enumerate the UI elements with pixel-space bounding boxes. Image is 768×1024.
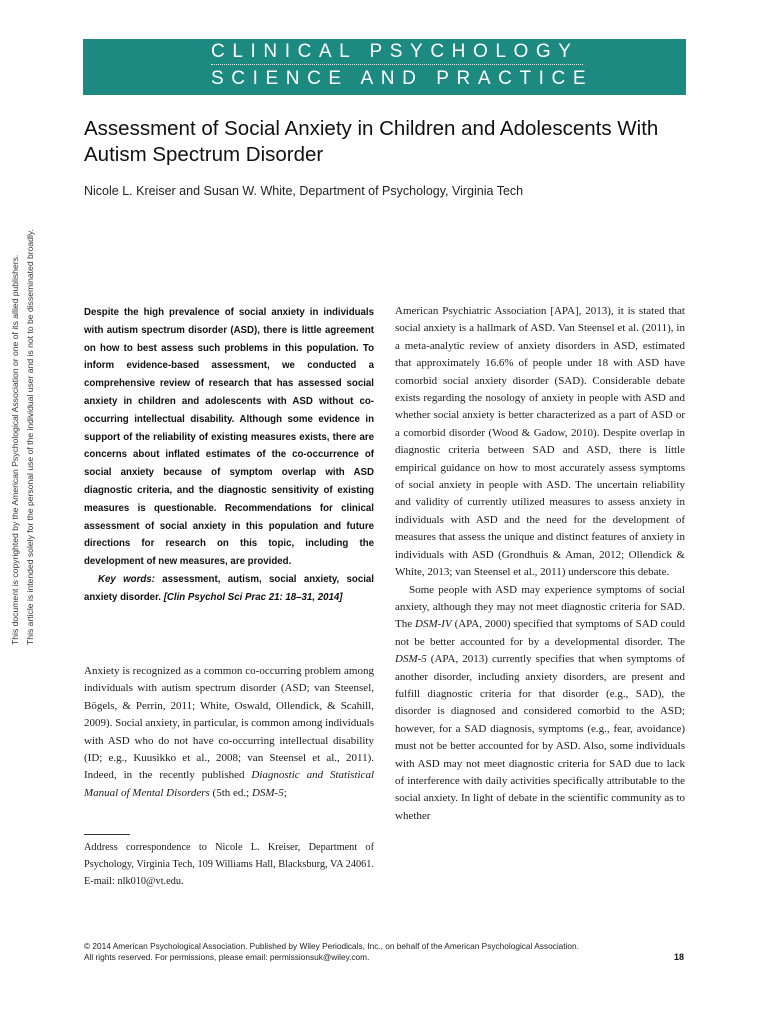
copyright-sidebar-line1: This document is copyrighted by the American Psychological Association or one of its allied publishers.	[10, 254, 20, 645]
right-p2-text-c: (APA, 2013) currently specifies that when symptoms of another disorder, including anxiety disorders, are present and fulfill diagnostic criteria for that disorder (e.g., SAD), the disorder is diagnosed and considered comorbid to the ASD; however, for a SAD diagnosis, symptoms (e.g., fear, avoidance) must not be better accounted for by ASD. Also, some individuals with ASD may not meet diagnostic criteria for SAD due to lack of interference with daily activities specifically attributable to the social anxiety. In light of debate in the scientific community as to whether	[395, 653, 685, 822]
article-title: Assessment of Social Anxiety in Children and Adolescents With Autism Spectrum Disorder	[84, 117, 659, 166]
dsm-full-title: Diagnostic and Statistical Manual of Mental Disorders	[84, 769, 374, 799]
journal-title-line2: SCIENCE AND PRACTICE	[211, 68, 594, 89]
footnote-divider	[84, 834, 130, 835]
copyright-line2: All rights reserved. For permissions, please email: permissionsuk@wiley.com.	[84, 952, 370, 962]
body-left-column	[84, 663, 374, 802]
right-paragraph-2	[395, 582, 685, 826]
abstract-column	[84, 304, 374, 607]
right-p2-text-b: (APA, 2000) specified that symptoms of SAD could not be better accounted for by a developmental disorder. The	[395, 618, 686, 648]
copyright-line1: © 2014 American Psychological Association. Published by Wiley Periodicals, Inc., on behalf of the American Psychological Association.	[84, 941, 579, 951]
keywords-paragraph	[84, 571, 374, 607]
intro-paragraph	[84, 663, 374, 802]
copyright-footer	[84, 941, 644, 963]
dsm-iv-abbrev: DSM-IV	[415, 618, 452, 631]
journal-citation: [Clin Psychol Sci Prac 21: 18–31, 2014]	[163, 591, 343, 603]
right-p2-text-a: Some people with ASD may experience symptoms of social anxiety, although they may not meet diagnostic criteria for SAD. The	[395, 583, 685, 631]
journal-banner-dotted-rule	[211, 64, 583, 65]
copyright-sidebar-line2: This article is intended solely for the personal use of the individual user and is not to be disseminated broadly.	[25, 229, 35, 645]
journal-title-line1: CLINICAL PSYCHOLOGY	[211, 41, 579, 62]
abstract-text: Despite the high prevalence of social anxiety in individuals with autism spectrum disorder (ASD), there is little agreement on how to best assess such problems in this population. To inform evidence-based assessment, we conducted a comprehensive review of research that has assessed social anxiety in children and adolescents with ASD without co-occurring intellectual disability. Although some evidence in support of the reliability of existing measures exists, there are concerns about inflated estimates of the co-occurrence of social anxiety because of symptom overlap with ASD diagnostic criteria, and the diagnostic sensitivity of existing measures is questionable. Recommendations for clinical assessment of social anxiety in this population and future directions for research on this topic, including the development of new measures, are provided.	[84, 307, 374, 568]
intro-text-b: (5th ed.;	[209, 786, 252, 799]
body-right-column	[395, 303, 685, 825]
dsm5-abbrev: DSM-5	[251, 786, 284, 799]
keywords-list: assessment, autism, social anxiety, social anxiety disorder.	[84, 573, 374, 603]
intro-text-c: ;	[283, 786, 287, 799]
journal-banner	[83, 39, 686, 95]
right-paragraph-1: American Psychiatric Association [APA], 2013), it is stated that social anxiety is a hallmark of ASD. Van Steensel et al. (2011), in a meta-analytic review of anxiety disorders in ASD, estimated that approximately 16.6% of people under 18 with ASD have comorbid social anxiety disorder (SAD). Considerable debate exists regarding the nosology of anxiety in people with ASD and whether social anxiety is better characterized as a part of ASD or a comorbid disorder (Wood & Gadow, 2010). Despite overlap in diagnostic criteria between SAD and ASD, there is little empirical guidance on how to most accurately assess symptoms of social anxiety in people with ASD. The uncertain reliability and validity of currently utilized measures to assess anxiety in individuals with ASD and the need for the development of measures that assess the unique and distinct features of anxiety in individuals with ASD (Grondhuis & Aman, 2012; Ollendick & White, 2013; van Steensel et al., 2011) underscore this debate.	[395, 305, 685, 579]
correspondence-footnote: Address correspondence to Nicole L. Kreiser, Department of Psychology, Virginia Tech, 109 Williams Hall, Blacksburg, VA 24061. E-mail: nlk010@vt.edu.	[84, 842, 374, 888]
copyright-sidebar	[8, 229, 48, 645]
dsm-5-abbrev: DSM-5	[395, 653, 427, 666]
keywords-label: Key words:	[98, 573, 155, 585]
intro-text-a: Anxiety is recognized as a common co-occurring problem among individuals with autism spectrum disorder (ASD; van Steensel, Bögels, & Perrin, 2011; White, Oswald, Ollendick, & Scahill, 2009). Social anxiety, in particular, is common among individuals with ASD who do not have co-occurring intellectual disability (ID; e.g., Kuusikko et al., 2008; van Steensel et al., 2011). Indeed, in the recently published	[84, 665, 374, 782]
article-authors: Nicole L. Kreiser and Susan W. White, Department of Psychology, Virginia Tech	[84, 184, 524, 198]
page-number: 18	[673, 952, 684, 962]
